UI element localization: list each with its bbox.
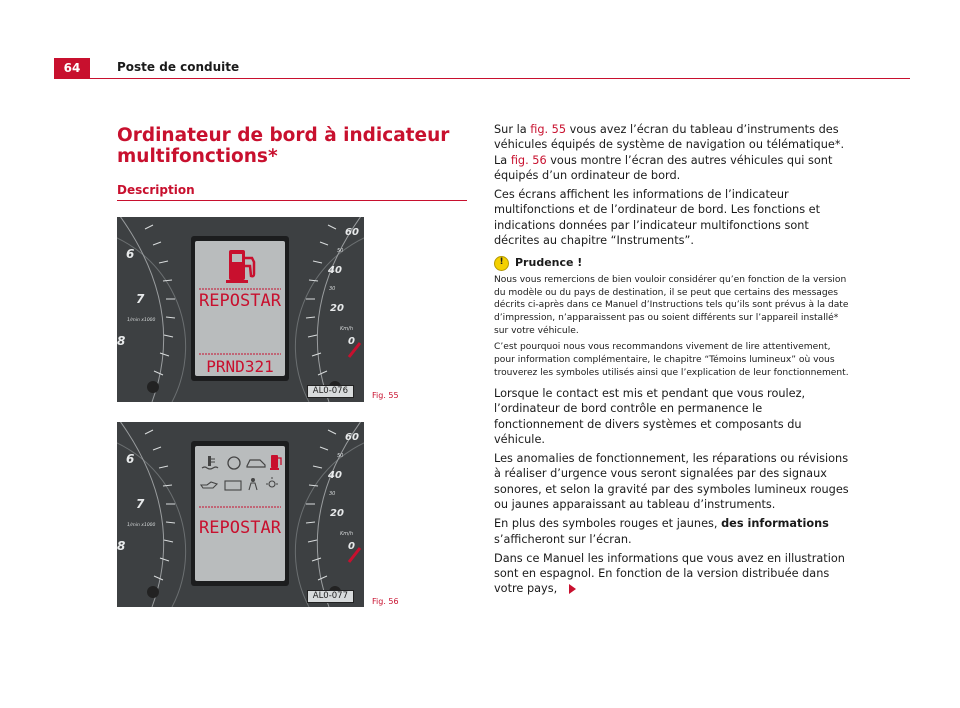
brake-icon [225,454,243,472]
gauge-right-label: 60 [345,432,359,443]
section-title: Ordinateur de bord à indicateur multifonctions* [117,125,450,167]
gauge-right-label: 60 [345,227,359,238]
figure-link[interactable]: fig. 55 [530,123,567,136]
figure-code: AL0-076 [307,385,354,398]
paragraph: Dans ce Manuel les informations que vous avez en illustration sont en espagnol. En fonction de la version distribuée dans votre pays, [494,551,845,596]
chapter-title: Poste de conduite [117,60,240,74]
gauge-left-label: 6 [126,452,135,466]
figure-code: AL0-077 [307,590,354,603]
body-text-column [494,122,850,601]
gauge-right-label: 20 [330,303,344,314]
figure-caption: Fig. 55 [372,391,399,400]
page-number: 64 [54,58,90,78]
subsection-title: Description [117,183,195,197]
gauge-right-label: 0 [348,541,355,552]
figure-56-cluster [117,422,364,607]
lcd-message: REPOSTAR [199,291,281,311]
gauge-right-unit: Km/h [340,531,354,537]
warning-heading [494,255,850,270]
battery-icon [223,478,243,492]
lcd-message: REPOSTAR [199,518,281,538]
gauge-left-unit: 1/min x1000 [127,318,156,323]
gauge-right-label: 0 [348,336,355,347]
gauge-right-label: 50 [337,248,344,254]
fuel-pump-icon [269,453,283,471]
warning-text: Nous vous remercions de bien vouloir considérer qu’en fonction de la version du modèle ou du pays de destination, il se peut que certains des messages décrits ci-après dans ce Manuel d’Instructions tels qu’ils sont prévus à la date d’impression, n’apparaissent pas ou soient différents sur l’appareil installé* sur votre véhicule. [494,274,849,337]
gauge-right-label: 40 [328,265,342,276]
airbag-icon [245,476,261,492]
header-rule [54,78,910,79]
gauge-right-label: 50 [337,453,344,459]
paragraph: Sur la fig. 55 vous avez l’écran du tableau d’instruments des véhicules équipés de système de navigation ou télématique*. La fig. 56 vous montre l’écran des autres véhicules qui sont équipés d’un ordinateur de bord. [494,123,845,182]
paragraph: En plus des symboles rouges et jaunes, des informations s’afficheront sur l’écran. [494,517,829,546]
warning-title: Prudence ! [515,256,583,270]
car-door-icon [245,454,267,472]
gauge-left-label: 8 [117,539,126,553]
bulb-icon [264,476,280,492]
gauge-left-unit: 1/min x1000 [127,523,156,528]
gauge-left-label: 8 [117,334,126,348]
paragraph: Les anomalies de fonctionnement, les réparations ou révisions à réaliser d’urgence vous seront signalées par des signaux sonores, et selon la gravité par des symboles lumineux rouges ou jaunes apparaissant au tableau d’instruments. [494,452,849,511]
figure-caption: Fig. 56 [372,597,399,606]
gauge-right-label: 20 [330,508,344,519]
gauge-left-label: 7 [136,292,145,306]
figure-link[interactable]: fig. 56 [510,153,547,167]
gauge-right-label: 30 [329,286,336,292]
paragraph: Ces écrans affichent les informations de l’indicateur multifonctions et de l’ordinateur de bord. Les fonctions et indications données par l’indicateur multifonctions sont décrites au chapitre “Instruments”. [494,188,821,248]
figure-55-cluster [117,217,364,402]
gauge-right-unit: Km/h [340,326,354,332]
subsection-rule [117,200,467,201]
gear-display: PRND321 [206,357,274,376]
warning-icon: ! [494,256,509,271]
gauge-right-label: 40 [328,470,342,481]
continue-arrow-icon [569,584,576,594]
gauge-left-label: 7 [136,497,145,511]
fuel-pump-icon [225,248,263,284]
gauge-left-label: 6 [126,247,135,261]
warning-text: C’est pourquoi nous vous recommandons vivement de lire attentivement, pour information complémentaire, le chapitre “Témoins lumineux” où vous trouverez les symboles utilisés ainsi que l’explication de leur fonctionnement. [494,342,849,379]
paragraph: Lorsque le contact est mis et pendant que vous roulez, l’ordinateur de bord contrôle en permanence le fonctionnement de divers systèmes et composants du véhicule. [494,386,806,446]
gauge-right-label: 30 [329,491,336,497]
coolant-icon [201,454,219,472]
oil-pressure-icon [199,478,221,492]
